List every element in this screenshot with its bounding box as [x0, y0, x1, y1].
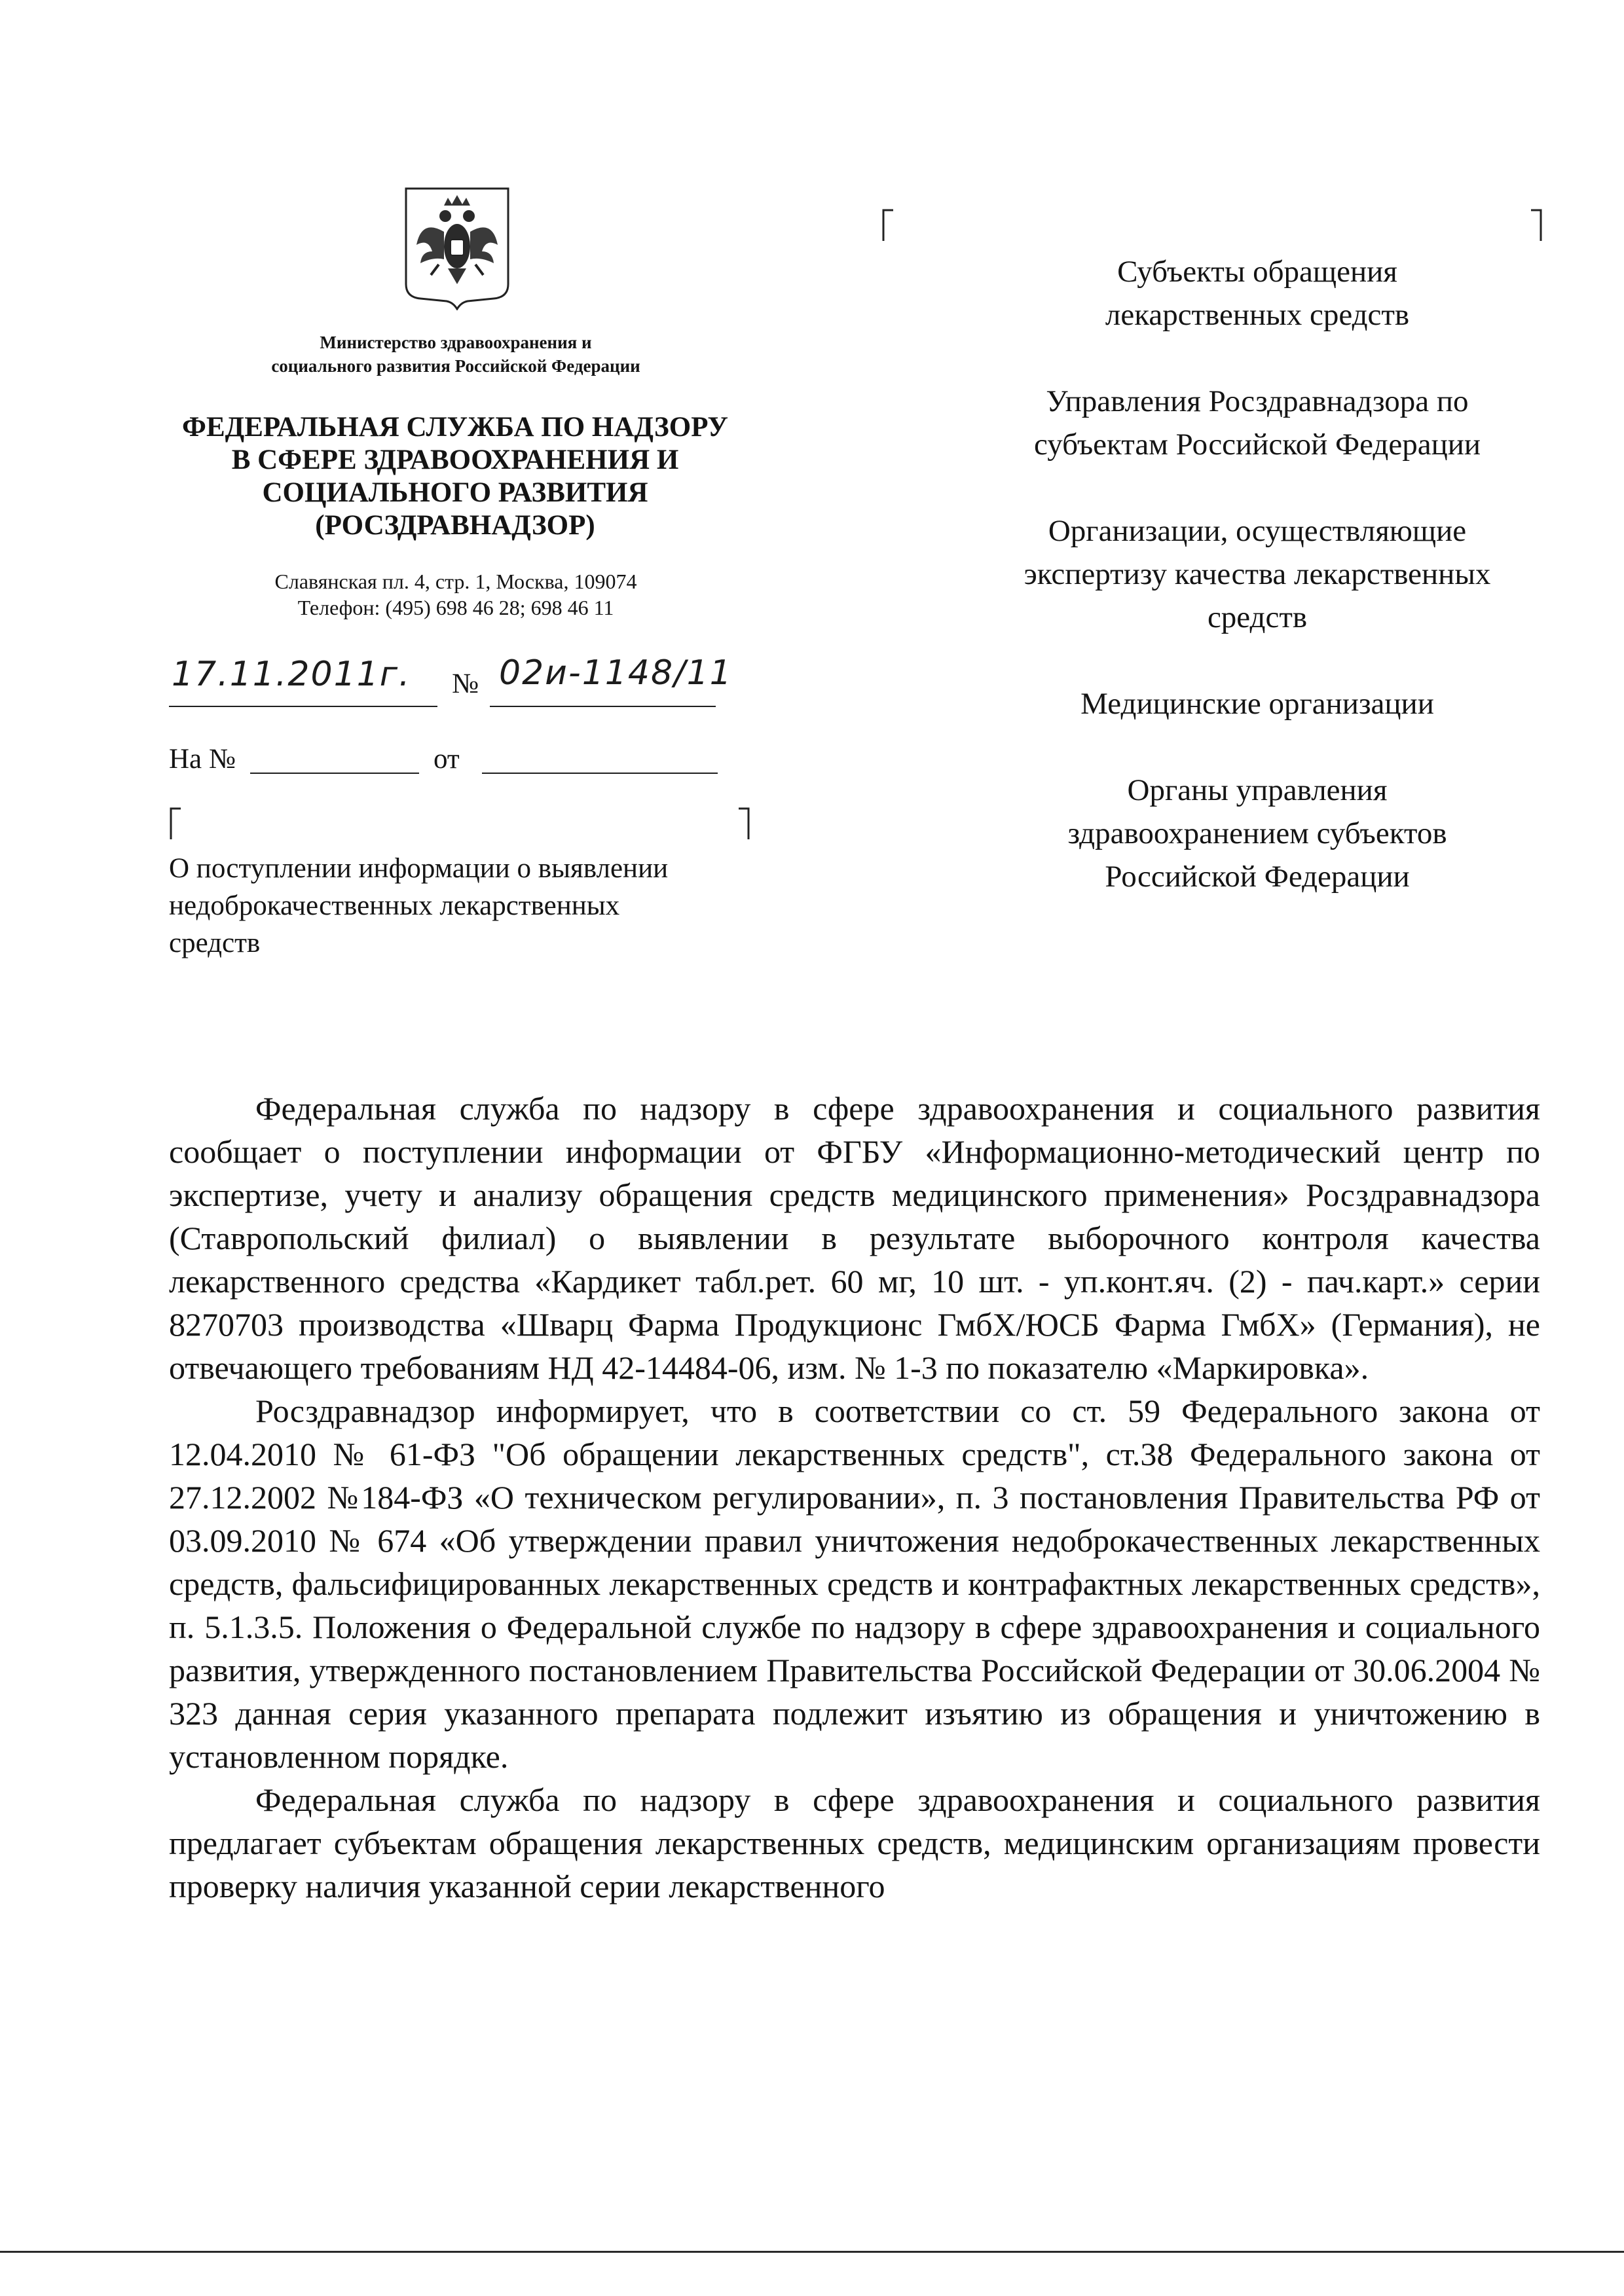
agency-title-line: (РОСЗДРАВНАДЗОР): [315, 510, 595, 541]
number-underline: [490, 706, 716, 707]
ministry-line: социального развития Российской Федерации: [271, 356, 640, 376]
letter-subject: [169, 850, 765, 962]
recipient-item: [917, 509, 1598, 639]
recipient-item: [917, 682, 1598, 725]
recipients-corner-bracket-right: [1530, 208, 1543, 242]
ministry-name: [216, 331, 695, 378]
subject-line: недоброкачественных лекарственных: [169, 890, 620, 921]
recipient-line: Управления Росздравнадзора по: [1046, 384, 1469, 418]
date-underline: [169, 706, 437, 707]
recipient-line: Органы управления: [1127, 773, 1388, 807]
recipients-block: [917, 250, 1598, 941]
recipient-line: Субъекты обращения: [1117, 255, 1397, 289]
reply-number-label: На №: [169, 744, 236, 774]
agency-title-line: СОЦИАЛЬНОГО РАЗВИТИЯ: [262, 477, 648, 508]
agency-title-line: В СФЕРЕ ЗДРАВООХРАНЕНИЯ И: [231, 445, 679, 475]
body-paragraph: Федеральная служба по надзору в сфере здравоохранения и социального развития сообщает о поступлении информации от ФГБУ «Информационно-методический центр по экспертизе, учету и анализу обращения средств медицинского применения» Росздравнадзора (Ставропольский филиал) о выявлении в результате выборочного контроля качества лекарственного средства «Кардикет табл.рет. 60 мг, 10 шт. - уп.конт.яч. (2) - пач.карт.» серии 8270703 производства «Шварц Фарма Продукционс ГмбХ/ЮСБ Фарма ГмбХ» (Германия), не отвечающего требованиям НД 42-14484-06, изм. № 1-3 по показателю «Маркировка».: [169, 1090, 1540, 1386]
agency-phone: Телефон: (495) 698 46 28; 698 46 11: [297, 596, 614, 619]
recipient-item: [917, 380, 1598, 466]
recipient-line: субъектам Российской Федерации: [1033, 428, 1481, 462]
body-paragraph: Федеральная служба по надзору в сфере здравоохранения и социального развития предлагает субъектам обращения лекарственных средств, медицинским организациям провести проверку наличия указанной серии лекарственного: [169, 1781, 1540, 1904]
agency-address: Славянская пл. 4, стр. 1, Москва, 109074: [274, 570, 637, 593]
subject-corner-bracket-right: [737, 807, 750, 841]
subject-corner-bracket-left: [169, 807, 182, 841]
coat-of-arms-emblem: [402, 186, 512, 310]
handwritten-date: 17.11.2011г.: [172, 655, 411, 694]
agency-title-line: ФЕДЕРАЛЬНАЯ СЛУЖБА ПО НАДЗОРУ: [182, 412, 728, 443]
number-label: №: [452, 668, 479, 699]
recipient-line: экспертизу качества лекарственных: [1024, 557, 1491, 591]
letter-body: [169, 1087, 1540, 1908]
recipient-line: лекарственных средств: [1105, 298, 1410, 332]
recipient-line: Российской Федерации: [1105, 860, 1410, 894]
body-paragraph: Росздравнадзор информирует, что в соответствии со ст. 59 Федерального закона от 12.04.2010 № 61-ФЗ "Об обращении лекарственных средств", ст.38 Федерального закона от 27.12.2002 №184-ФЗ «О техническом регулировании», п. 3 постановления Правительства РФ от 03.09.2010 № 674 «Об утверждении правил уничтожения недоброкачественных лекарственных средств, фальсифицированных лекарственных средств и контрафактных лекарственных средств», п. 5.1.3.5. Положения о Федеральной службе по надзору в сфере здравоохранения и социального развития, утвержденного постановлением Правительства Российской Федерации от 30.06.2004 № 323 данная серия указанного препарата подлежит изъятию из обращения и уничтожению в установленном порядке.: [169, 1393, 1540, 1775]
recipient-line: Организации, осуществляющие: [1048, 514, 1467, 548]
ministry-line: Министерство здравоохранения и: [320, 333, 592, 352]
recipient-line: Медицинские организации: [1080, 687, 1434, 721]
recipient-item: [917, 250, 1598, 337]
agency-title: [151, 411, 760, 542]
recipients-corner-bracket-left: [881, 208, 895, 242]
handwritten-number: 02и-1148/11: [499, 653, 733, 693]
reply-number-line: [250, 773, 419, 774]
scan-bottom-edge: [0, 2251, 1624, 2253]
reply-from-label: от: [434, 744, 460, 774]
agency-contacts: [216, 568, 695, 621]
reply-from-line: [482, 773, 718, 774]
recipient-line: здравоохранением субъектов: [1067, 816, 1447, 850]
recipient-line: средств: [1207, 600, 1308, 634]
recipient-item: [917, 769, 1598, 898]
subject-line: О поступлении информации о выявлении: [169, 853, 669, 884]
subject-line: средств: [169, 928, 261, 958]
